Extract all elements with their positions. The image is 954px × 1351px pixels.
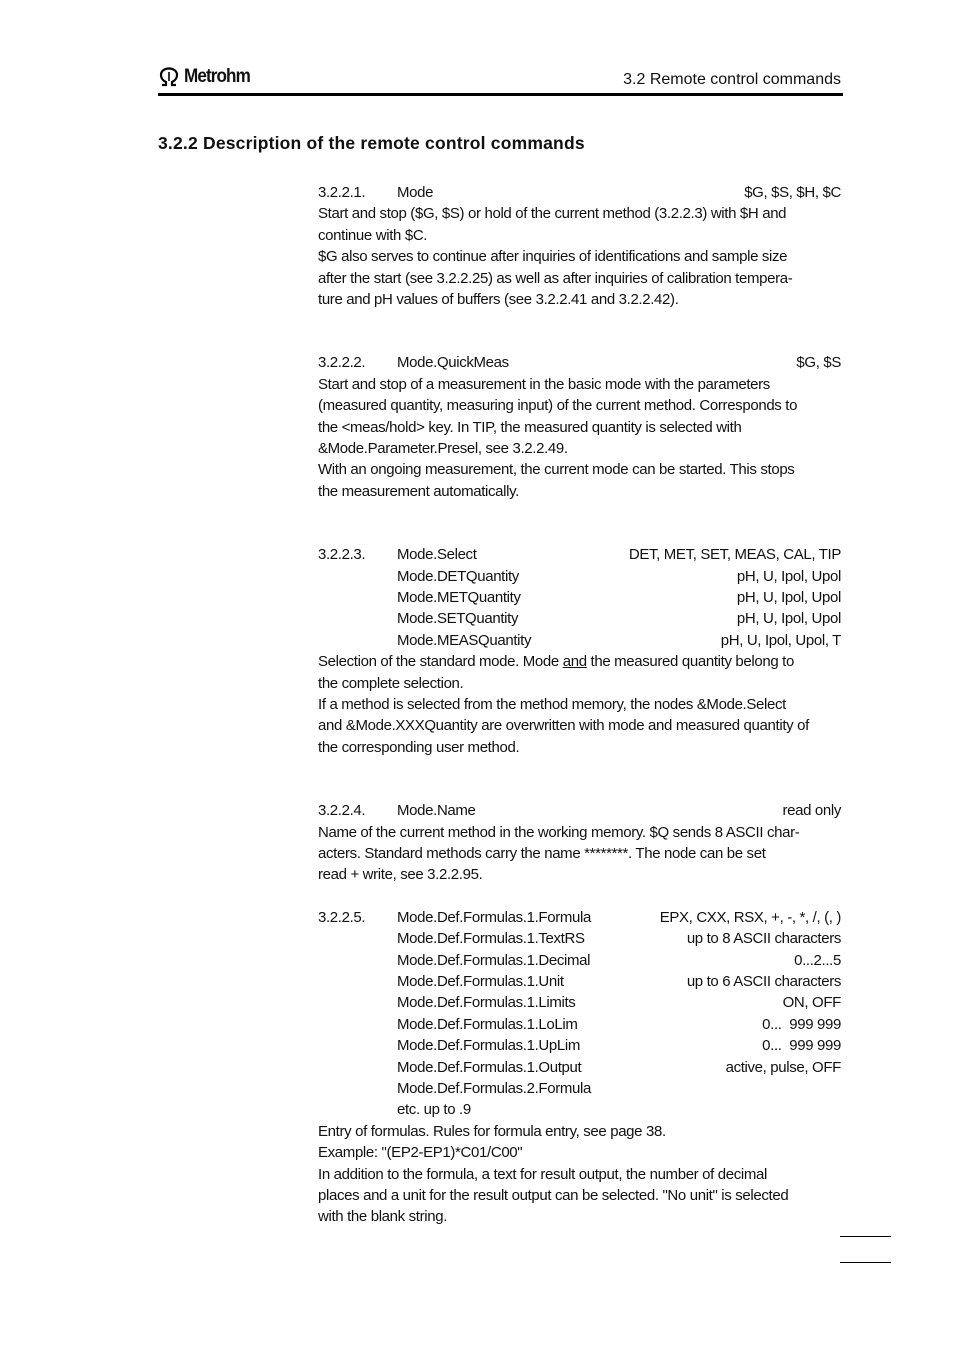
command-row bbox=[318, 971, 841, 992]
command-row bbox=[318, 566, 841, 587]
text-line: read + write, see 3.2.2.95. bbox=[318, 866, 483, 884]
section-description bbox=[318, 374, 841, 502]
command-row bbox=[318, 608, 841, 629]
command-name: Mode.Def.Formulas.2.Formula bbox=[397, 1079, 591, 1097]
text-line: Example: "(EP2-EP1)*C01/C00" bbox=[318, 1144, 523, 1162]
command-values: pH, U, Ipol, Upol bbox=[736, 567, 841, 585]
command-row bbox=[318, 352, 841, 373]
command-name: Mode.Def.Formulas.1.Decimal bbox=[397, 951, 591, 969]
text-line: With an ongoing measurement, the current mode can be started. This stops bbox=[318, 461, 795, 479]
text-line: after the start (see 3.2.2.25) as well as after inquiries of calibration tempera- bbox=[318, 269, 793, 287]
command-values: 0... 999 999 bbox=[762, 1037, 841, 1055]
command-values: pH, U, Ipol, Upol bbox=[736, 610, 841, 628]
section-3-2-2-4 bbox=[318, 800, 841, 886]
text-line: If a method is selected from the method memory, the nodes &Mode.Select bbox=[318, 696, 786, 714]
text-line: $G also serves to continue after inquiries of identifications and sample size bbox=[318, 248, 788, 266]
section-number: 3.2.2.5. bbox=[318, 908, 366, 926]
command-row bbox=[318, 907, 841, 928]
text-line: the complete selection. bbox=[318, 674, 464, 692]
command-row bbox=[318, 950, 841, 971]
section-description bbox=[318, 203, 841, 310]
command-row bbox=[318, 1078, 841, 1099]
command-values: DET, MET, SET, MEAS, CAL, TIP bbox=[628, 546, 841, 564]
command-values: 0... 999 999 bbox=[762, 1015, 841, 1033]
text-line: the <meas/hold> key. In TIP, the measured quantity is selected with bbox=[318, 418, 742, 436]
command-values: EPX, CXX, RSX, +, -, *, /, (, ) bbox=[659, 908, 841, 926]
command-name: Mode.Def.Formulas.1.Unit bbox=[397, 973, 564, 991]
text-line: &Mode.Parameter.Presel, see 3.2.2.49. bbox=[318, 440, 568, 458]
command-name: Mode.METQuantity bbox=[397, 589, 521, 607]
text-line: Selection of the standard mode. Mode and the measured quantity belong to bbox=[318, 653, 794, 671]
section-description bbox=[318, 1121, 841, 1228]
running-head: 3.2 Remote control commands bbox=[623, 71, 841, 88]
command-values: 0...2...5 bbox=[794, 951, 841, 969]
section-3-2-2-2 bbox=[318, 352, 841, 502]
text-line: places and a unit for the result output can be selected. "No unit" is selected bbox=[318, 1186, 789, 1204]
command-row bbox=[318, 1035, 841, 1056]
command-row bbox=[318, 182, 841, 203]
text-line: with the blank string. bbox=[318, 1208, 448, 1226]
command-row bbox=[318, 992, 841, 1013]
metrohm-logo bbox=[158, 66, 257, 88]
command-row bbox=[318, 587, 841, 608]
header-rule bbox=[158, 93, 843, 96]
text-line: In addition to the formula, a text for result output, the number of decimal bbox=[318, 1165, 768, 1183]
margin-rule-top bbox=[840, 1236, 891, 1237]
command-row bbox=[318, 1057, 841, 1078]
command-name: Mode.Select bbox=[397, 546, 477, 564]
section-3-2-2-3 bbox=[318, 544, 841, 758]
text-line: Entry of formulas. Rules for formula entry, see page 38. bbox=[318, 1122, 666, 1140]
section-number: 3.2.2.2. bbox=[318, 354, 366, 372]
command-name: Mode.Def.Formulas.1.Formula bbox=[397, 908, 591, 926]
text-line: continue with $C. bbox=[318, 226, 428, 244]
section-3-2-2-5 bbox=[318, 907, 841, 1228]
text-line: the corresponding user method. bbox=[318, 738, 520, 756]
text-line: Start and stop ($G, $S) or hold of the current method (3.2.2.3) with $H and bbox=[318, 205, 787, 223]
command-name: Mode.Name bbox=[397, 802, 476, 820]
command-name: Mode.DETQuantity bbox=[397, 567, 519, 585]
command-values: up to 6 ASCII characters bbox=[686, 973, 841, 991]
command-row bbox=[318, 928, 841, 949]
command-values: pH, U, Ipol, Upol bbox=[736, 589, 841, 607]
command-descriptions bbox=[318, 182, 841, 1228]
command-values: up to 8 ASCII characters bbox=[686, 930, 841, 948]
text-line: and &Mode.XXXQuantity are overwritten with mode and measured quantity of bbox=[318, 717, 809, 735]
section-number: 3.2.2.4. bbox=[318, 802, 366, 820]
margin-rule-bottom bbox=[840, 1262, 891, 1263]
command-values: active, pulse, OFF bbox=[725, 1058, 841, 1076]
command-name: Mode.MEASQuantity bbox=[397, 631, 532, 649]
command-name: etc. up to .9 bbox=[397, 1101, 471, 1119]
command-row bbox=[318, 1014, 841, 1035]
logo-wordmark: Metrohm bbox=[184, 66, 250, 87]
text-line: ture and pH values of buffers (see 3.2.2.41 and 3.2.2.42). bbox=[318, 291, 679, 309]
text-line: (measured quantity, measuring input) of the current method. Corresponds to bbox=[318, 397, 798, 415]
command-name: Mode.Def.Formulas.1.LoLim bbox=[397, 1015, 578, 1033]
command-name: Mode.SETQuantity bbox=[397, 610, 519, 628]
command-row bbox=[318, 544, 841, 565]
omega-logo-icon bbox=[158, 67, 180, 87]
underlined-word: and bbox=[562, 653, 587, 671]
command-values: $G, $S bbox=[796, 354, 841, 372]
command-name: Mode.Def.Formulas.1.UpLim bbox=[397, 1037, 580, 1055]
text-line: the measurement automatically. bbox=[318, 482, 519, 500]
text-line: acters. Standard methods carry the name ********. The node can be set bbox=[318, 845, 766, 863]
section-number: 3.2.2.1. bbox=[318, 184, 366, 201]
command-values: pH, U, Ipol, Upol, T bbox=[720, 631, 841, 649]
page-header bbox=[158, 66, 843, 94]
command-values: read only bbox=[782, 802, 841, 820]
command-name: Mode.QuickMeas bbox=[397, 354, 509, 372]
section-title: 3.2.2 Description of the remote control commands bbox=[158, 133, 585, 153]
command-values: ON, OFF bbox=[782, 994, 841, 1012]
command-name: Mode bbox=[397, 184, 434, 201]
command-row bbox=[318, 1099, 841, 1120]
command-name: Mode.Def.Formulas.1.TextRS bbox=[397, 930, 585, 948]
command-name: Mode.Def.Formulas.1.Limits bbox=[397, 994, 576, 1012]
text-line: Name of the current method in the working memory. $Q sends 8 ASCII char- bbox=[318, 823, 800, 841]
section-number: 3.2.2.3. bbox=[318, 546, 366, 564]
command-values: $G, $S, $H, $C bbox=[744, 184, 841, 201]
section-3-2-2-1 bbox=[318, 182, 841, 310]
command-name: Mode.Def.Formulas.1.Output bbox=[397, 1058, 582, 1076]
section-description bbox=[318, 651, 841, 758]
section-description bbox=[318, 822, 841, 886]
command-row bbox=[318, 630, 841, 651]
command-row bbox=[318, 800, 841, 821]
text-line: Start and stop of a measurement in the basic mode with the parameters bbox=[318, 375, 770, 393]
